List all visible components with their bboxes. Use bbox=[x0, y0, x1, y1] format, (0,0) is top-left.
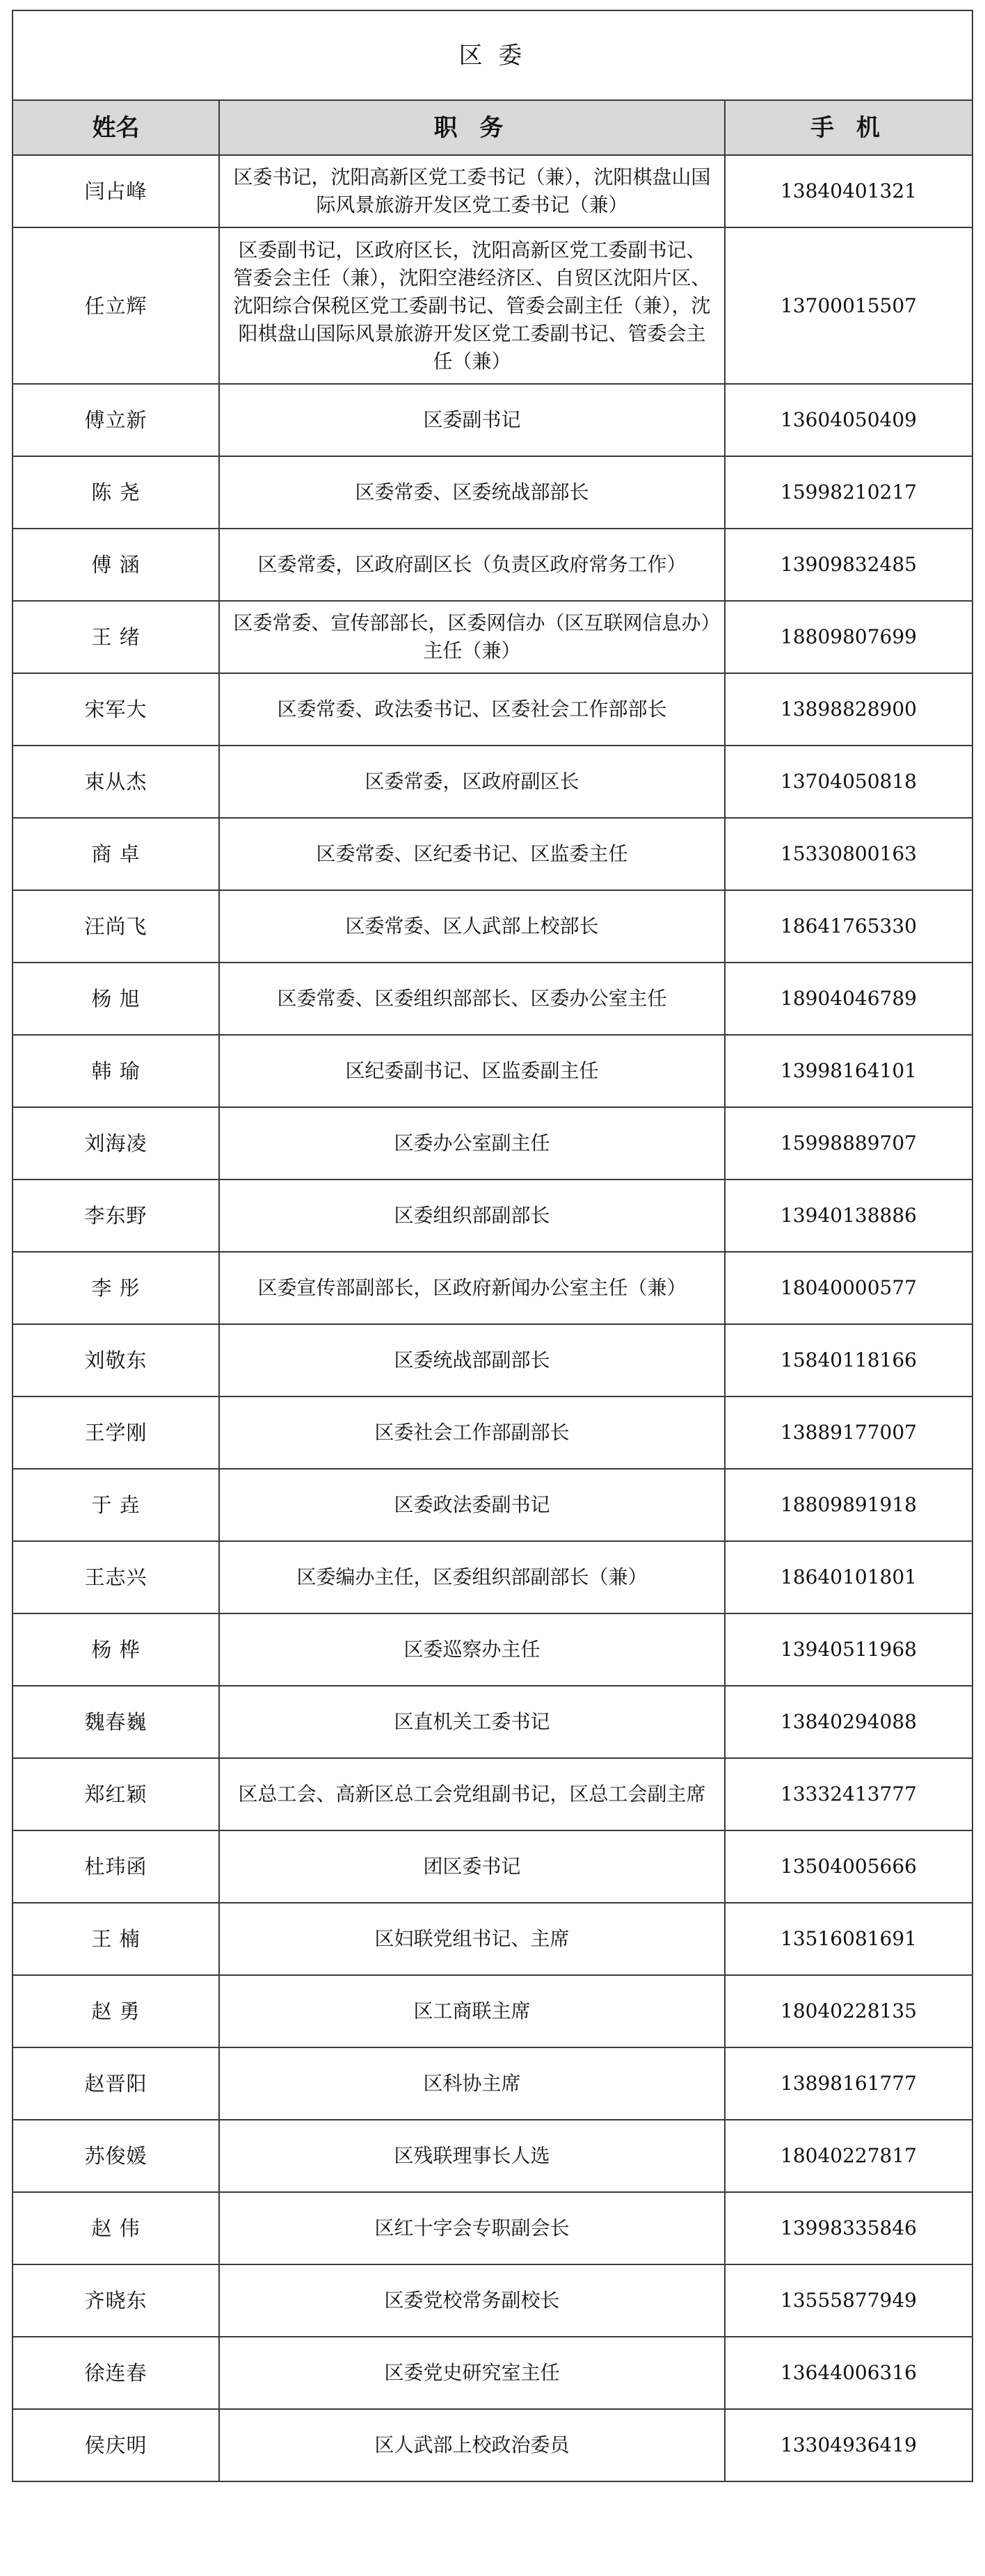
phone-cell: 13840401321 bbox=[725, 155, 972, 227]
table-row bbox=[13, 673, 972, 746]
table-row bbox=[13, 963, 972, 1035]
table-row bbox=[13, 2264, 972, 2337]
name-cell: 杨 旭 bbox=[13, 963, 219, 1035]
name-cell: 赵 勇 bbox=[13, 1975, 219, 2047]
name-cell: 魏春巍 bbox=[13, 1686, 219, 1758]
table-row bbox=[13, 1613, 972, 1686]
table-row bbox=[13, 2192, 972, 2264]
name-cell: 李东野 bbox=[13, 1180, 219, 1252]
phone-cell: 15840118166 bbox=[725, 1324, 972, 1396]
name-cell: 任立辉 bbox=[13, 227, 219, 384]
name-cell: 刘海凌 bbox=[13, 1107, 219, 1180]
duty-cell: 区委副书记 bbox=[219, 384, 725, 456]
duty-cell: 区纪委副书记、区监委副主任 bbox=[219, 1035, 725, 1107]
phone-cell: 18040000577 bbox=[725, 1252, 972, 1324]
table-row bbox=[13, 529, 972, 601]
duty-cell: 区人武部上校政治委员 bbox=[219, 2409, 725, 2481]
phone-cell: 13516081691 bbox=[725, 1903, 972, 1975]
table-row bbox=[13, 1035, 972, 1107]
table-row bbox=[13, 1975, 972, 2047]
name-cell: 汪尚飞 bbox=[13, 890, 219, 963]
duty-cell: 区委宣传部副部长，区政府新闻办公室主任（兼） bbox=[219, 1252, 725, 1324]
name-cell: 陈 尧 bbox=[13, 456, 219, 529]
table-row bbox=[13, 1324, 972, 1396]
duty-cell: 区委书记，沈阳高新区党工委书记（兼），沈阳棋盘山国际风景旅游开发区党工委书记（兼） bbox=[219, 155, 725, 227]
name-cell: 侯庆明 bbox=[13, 2409, 219, 2481]
table-row bbox=[13, 2047, 972, 2120]
phone-cell: 15998889707 bbox=[725, 1107, 972, 1180]
table-row bbox=[13, 1180, 972, 1252]
name-cell: 傅 涵 bbox=[13, 529, 219, 601]
table-title: 区 委 bbox=[13, 10, 972, 100]
duty-cell: 区工商联主席 bbox=[219, 1975, 725, 2047]
name-cell: 刘敬东 bbox=[13, 1324, 219, 1396]
table-row bbox=[13, 1396, 972, 1469]
duty-cell: 区总工会、高新区总工会党组副书记，区总工会副主席 bbox=[219, 1758, 725, 1830]
name-cell: 徐连春 bbox=[13, 2337, 219, 2409]
table-row bbox=[13, 601, 972, 673]
duty-cell: 区委组织部副部长 bbox=[219, 1180, 725, 1252]
table-row bbox=[13, 1252, 972, 1324]
duty-cell: 区直机关工委书记 bbox=[219, 1686, 725, 1758]
duty-cell: 区红十字会专职副会长 bbox=[219, 2192, 725, 2264]
phone-cell: 13898161777 bbox=[725, 2047, 972, 2120]
duty-cell: 区委常委，区政府副区长 bbox=[219, 746, 725, 818]
table-row bbox=[13, 2337, 972, 2409]
table-row bbox=[13, 890, 972, 963]
name-cell: 苏俊媛 bbox=[13, 2120, 219, 2192]
name-cell: 赵晋阳 bbox=[13, 2047, 219, 2120]
duty-cell: 区委党史研究室主任 bbox=[219, 2337, 725, 2409]
duty-cell: 区委常委、政法委书记、区委社会工作部部长 bbox=[219, 673, 725, 746]
table-row bbox=[13, 1107, 972, 1180]
table-row bbox=[13, 155, 972, 227]
name-cell: 杜玮函 bbox=[13, 1830, 219, 1903]
duty-cell: 区委常委、宣传部部长，区委网信办（区互联网信息办）主任（兼） bbox=[219, 601, 725, 673]
name-cell: 王 绪 bbox=[13, 601, 219, 673]
name-cell: 于 垚 bbox=[13, 1469, 219, 1541]
name-cell: 束从杰 bbox=[13, 746, 219, 818]
name-cell: 齐晓东 bbox=[13, 2264, 219, 2337]
contact-table bbox=[12, 10, 973, 2482]
phone-cell: 13704050818 bbox=[725, 746, 972, 818]
name-cell: 商 卓 bbox=[13, 818, 219, 890]
phone-cell: 13998164101 bbox=[725, 1035, 972, 1107]
table-row bbox=[13, 456, 972, 529]
duty-cell: 区委编办主任，区委组织部副部长（兼） bbox=[219, 1541, 725, 1613]
duty-cell: 区委统战部副部长 bbox=[219, 1324, 725, 1396]
table-row bbox=[13, 1758, 972, 1830]
duty-cell: 区妇联党组书记、主席 bbox=[219, 1903, 725, 1975]
name-cell: 李 彤 bbox=[13, 1252, 219, 1324]
name-cell: 杨 桦 bbox=[13, 1613, 219, 1686]
header-duty: 职 务 bbox=[219, 100, 725, 155]
name-cell: 韩 瑜 bbox=[13, 1035, 219, 1107]
name-cell: 宋军大 bbox=[13, 673, 219, 746]
header-name: 姓名 bbox=[13, 100, 219, 155]
duty-cell: 区委常委、区委统战部部长 bbox=[219, 456, 725, 529]
header-phone: 手 机 bbox=[725, 100, 972, 155]
name-cell: 郑红颖 bbox=[13, 1758, 219, 1830]
table-row bbox=[13, 227, 972, 384]
duty-cell: 区委副书记，区政府区长，沈阳高新区党工委副书记、管委会主任（兼），沈阳空港经济区、自贸区沈阳片区、沈阳综合保税区党工委副书记、管委会副主任（兼），沈阳棋盘山国际风景旅游开发区党工委副书记、管委会主任（兼） bbox=[219, 227, 725, 384]
duty-cell: 区委常委，区政府副区长（负责区政府常务工作） bbox=[219, 529, 725, 601]
phone-cell: 13840294088 bbox=[725, 1686, 972, 1758]
name-cell: 闫占峰 bbox=[13, 155, 219, 227]
phone-cell: 13909832485 bbox=[725, 529, 972, 601]
table-row bbox=[13, 1469, 972, 1541]
table-row bbox=[13, 746, 972, 818]
phone-cell: 15330800163 bbox=[725, 818, 972, 890]
phone-cell: 13940138886 bbox=[725, 1180, 972, 1252]
duty-cell: 区委办公室副主任 bbox=[219, 1107, 725, 1180]
name-cell: 王学刚 bbox=[13, 1396, 219, 1469]
table-row bbox=[13, 384, 972, 456]
table-row bbox=[13, 1686, 972, 1758]
phone-cell: 18640101801 bbox=[725, 1541, 972, 1613]
phone-cell: 13700015507 bbox=[725, 227, 972, 384]
name-cell: 傅立新 bbox=[13, 384, 219, 456]
phone-cell: 15998210217 bbox=[725, 456, 972, 529]
phone-cell: 13504005666 bbox=[725, 1830, 972, 1903]
duty-cell: 区委党校常务副校长 bbox=[219, 2264, 725, 2337]
title-row bbox=[13, 10, 972, 100]
phone-cell: 13889177007 bbox=[725, 1396, 972, 1469]
table-row bbox=[13, 2120, 972, 2192]
header-row bbox=[13, 100, 972, 155]
phone-cell: 18040227817 bbox=[725, 2120, 972, 2192]
duty-cell: 区委常委、区纪委书记、区监委主任 bbox=[219, 818, 725, 890]
table-row bbox=[13, 1903, 972, 1975]
duty-cell: 团区委书记 bbox=[219, 1830, 725, 1903]
phone-cell: 18809807699 bbox=[725, 601, 972, 673]
duty-cell: 区残联理事长人选 bbox=[219, 2120, 725, 2192]
phone-cell: 18809891918 bbox=[725, 1469, 972, 1541]
phone-cell: 13998335846 bbox=[725, 2192, 972, 2264]
phone-cell: 13604050409 bbox=[725, 384, 972, 456]
duty-cell: 区委社会工作部副部长 bbox=[219, 1396, 725, 1469]
table-row bbox=[13, 1830, 972, 1903]
name-cell: 赵 伟 bbox=[13, 2192, 219, 2264]
phone-cell: 13898828900 bbox=[725, 673, 972, 746]
duty-cell: 区委常委、区人武部上校部长 bbox=[219, 890, 725, 963]
phone-cell: 13304936419 bbox=[725, 2409, 972, 2481]
duty-cell: 区委政法委副书记 bbox=[219, 1469, 725, 1541]
duty-cell: 区委常委、区委组织部部长、区委办公室主任 bbox=[219, 963, 725, 1035]
name-cell: 王 楠 bbox=[13, 1903, 219, 1975]
table-row bbox=[13, 1541, 972, 1613]
name-cell: 王志兴 bbox=[13, 1541, 219, 1613]
phone-cell: 13555877949 bbox=[725, 2264, 972, 2337]
phone-cell: 18040228135 bbox=[725, 1975, 972, 2047]
phone-cell: 13940511968 bbox=[725, 1613, 972, 1686]
table-row bbox=[13, 2409, 972, 2481]
duty-cell: 区科协主席 bbox=[219, 2047, 725, 2120]
phone-cell: 18904046789 bbox=[725, 963, 972, 1035]
phone-cell: 13644006316 bbox=[725, 2337, 972, 2409]
phone-cell: 18641765330 bbox=[725, 890, 972, 963]
phone-cell: 13332413777 bbox=[725, 1758, 972, 1830]
table-row bbox=[13, 818, 972, 890]
duty-cell: 区委巡察办主任 bbox=[219, 1613, 725, 1686]
